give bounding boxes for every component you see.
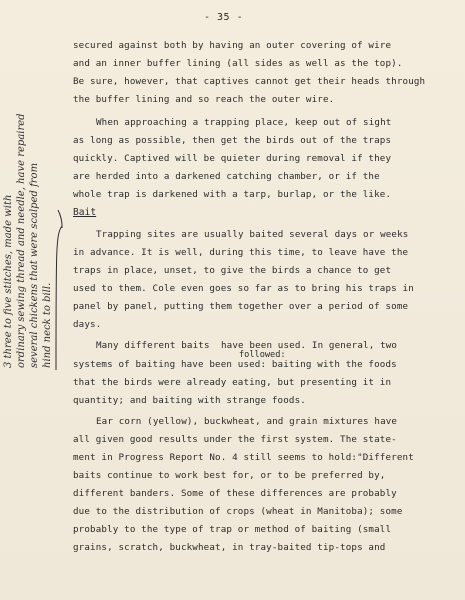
annotation-line-3: several chickens that were scalped from bbox=[29, 162, 40, 368]
text-line: and an inner buffer lining (all sides as well as the top). bbox=[73, 58, 403, 69]
text-line: that the birds were already eating, but presenting it in bbox=[73, 377, 392, 388]
text-line: as long as possible, then get the birds out of the traps bbox=[73, 135, 392, 146]
annotation-line-1: 3 three to five stitches, made with bbox=[3, 194, 14, 368]
text-line: the buffer lining and so reach the outer wire. bbox=[73, 94, 335, 105]
text-line: ment in Progress Report No. 4 still seems to hold:"Different bbox=[73, 452, 414, 463]
text-line: Trapping sites are usually baited several days or weeks bbox=[96, 229, 409, 240]
text-line: Ear corn (yellow), buckwheat, and grain mixtures have bbox=[96, 416, 398, 427]
text-line: Many different baits have been used. In general, two bbox=[96, 340, 398, 351]
annotation-line-2: ordinary sewing thread and needle, have repaired bbox=[16, 113, 27, 368]
text-line: quickly. Captived will be quieter during removal if they bbox=[73, 153, 392, 164]
text-line: days. bbox=[73, 319, 102, 330]
interlinear-insertion: followed: bbox=[239, 350, 286, 360]
text-line: grains, scratch, buckwheat, in tray-baited tip-tops and bbox=[73, 542, 386, 553]
text-line: Be sure, however, that captives cannot get their heads through bbox=[73, 76, 426, 87]
text-line: used to them. Cole even goes so far as to bring his traps in bbox=[73, 283, 414, 294]
text-line: baits continue to work best for, or to be preferred by, bbox=[73, 470, 386, 481]
text-line: in advance. It is well, during this time, to leave have the bbox=[73, 247, 409, 258]
text-line: systems of baiting have been used: baiting with the foods bbox=[73, 359, 397, 370]
section-heading: Bait bbox=[73, 207, 97, 218]
page-number: - 35 - bbox=[204, 12, 244, 23]
text-line: all given good results under the first system. The state- bbox=[73, 434, 397, 445]
text-line: quantity; and baiting with strange foods. bbox=[73, 395, 306, 406]
text-line: probably to the type of trap or method of baiting (small bbox=[73, 524, 392, 535]
text-line: panel by panel, putting them together over a period of some bbox=[73, 301, 409, 312]
text-line: When approaching a trapping place, keep out of sight bbox=[96, 117, 392, 128]
annotation-line-4: hind neck to bill. bbox=[42, 282, 53, 368]
text-line: whole trap is darkened with a tarp, burlap, or the like. bbox=[73, 189, 392, 200]
text-line: secured against both by having an outer covering of wire bbox=[73, 40, 392, 51]
text-line: different banders. Some of these differences are probably bbox=[73, 488, 397, 499]
text-line: are herded into a darkened catching chamber, or if the bbox=[73, 171, 380, 182]
text-line: traps in place, unset, to give the birds a chance to get bbox=[73, 265, 392, 276]
text-line: due to the distribution of crops (wheat in Manitoba); some bbox=[73, 506, 403, 517]
